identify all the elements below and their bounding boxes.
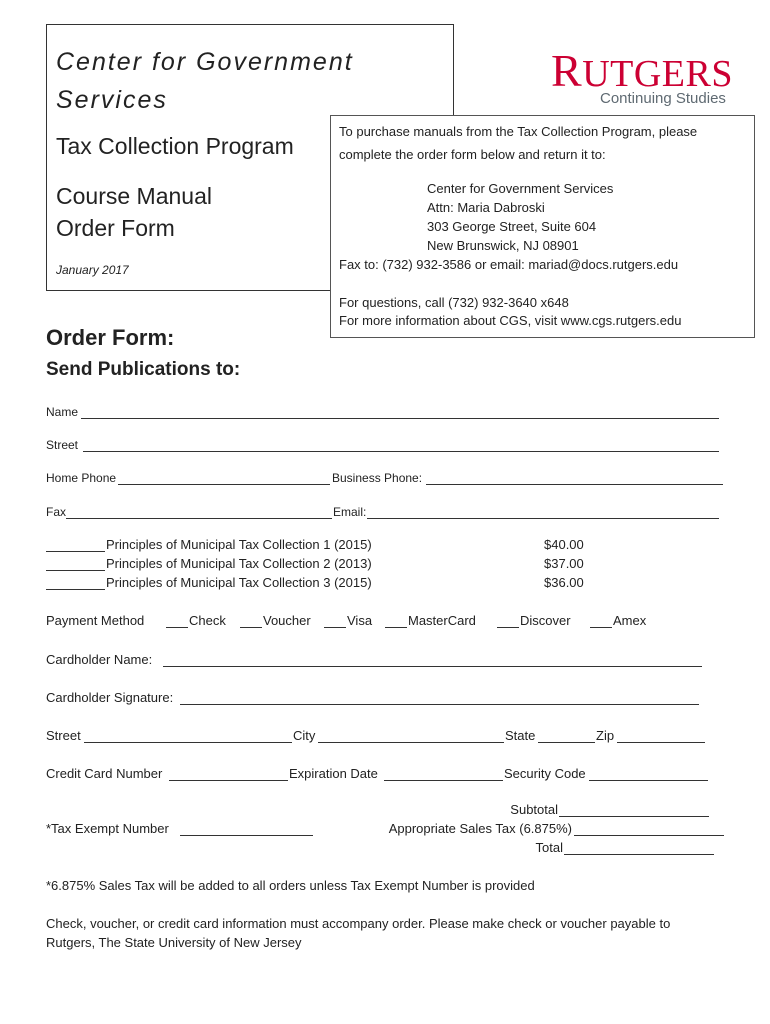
- product-price-1: $40.00: [544, 537, 584, 552]
- program-name: Tax Collection Program: [56, 133, 294, 159]
- payment-option-amex: Amex: [613, 613, 647, 628]
- street-field[interactable]: [83, 451, 719, 452]
- mastercard-checkbox[interactable]: [385, 627, 407, 628]
- card-city-label: City: [293, 728, 316, 743]
- cardholder-signature-field[interactable]: [180, 704, 699, 705]
- more-info-line: For more information about CGS, visit www.cgs.rutgers.edu: [339, 313, 682, 328]
- order-form-heading: Order Form:: [46, 325, 175, 350]
- title-line-1: Center for Government: [56, 48, 354, 76]
- fax-email-line: Fax to: (732) 932-3586 or email: mariad@docs.rutgers.edu: [339, 257, 679, 272]
- sales-tax-label: Appropriate Sales Tax (6.875%): [388, 821, 572, 836]
- product-title-3: Principles of Municipal Tax Collection 3 (2015): [106, 575, 372, 590]
- product-title-2: Principles of Municipal Tax Collection 2 (2013): [106, 556, 372, 571]
- total-field[interactable]: [564, 854, 714, 855]
- amex-checkbox[interactable]: [590, 627, 612, 628]
- visa-checkbox[interactable]: [324, 627, 346, 628]
- tax-exempt-field[interactable]: [180, 835, 313, 836]
- cardholder-signature-label: Cardholder Signature:: [46, 690, 174, 705]
- product-price-3: $36.00: [544, 575, 584, 590]
- tax-exempt-label: *Tax Exempt Number: [46, 821, 169, 836]
- address-line-1: Center for Government Services: [427, 181, 614, 196]
- address-line-3: 303 George Street, Suite 604: [427, 219, 597, 234]
- card-zip-field[interactable]: [617, 742, 705, 743]
- card-number-label: Credit Card Number: [46, 766, 163, 781]
- subtotal-label: Subtotal: [510, 802, 558, 817]
- cardholder-name-label: Cardholder Name:: [46, 652, 153, 667]
- business-phone-label: Business Phone:: [332, 471, 423, 485]
- fax-label: Fax: [46, 505, 67, 519]
- quantity-field-1[interactable]: [46, 551, 105, 552]
- card-state-label: State: [505, 728, 536, 743]
- payment-option-check: Check: [189, 613, 226, 628]
- expiration-label: Expiration Date: [289, 766, 378, 781]
- logo-subtitle: Continuing Studies: [600, 90, 726, 107]
- course-manual-label: Course Manual: [56, 183, 212, 209]
- address-line-2: Attn: Maria Dabroski: [427, 200, 545, 215]
- address-line-4: New Brunswick, NJ 08901: [427, 238, 579, 253]
- rutgers-logo: RUTGERS: [551, 45, 733, 96]
- security-code-label: Security Code: [504, 766, 586, 781]
- fax-field[interactable]: [66, 518, 332, 519]
- order-form-label: Order Form: [56, 215, 175, 241]
- payment-note-line-2: Rutgers, The State University of New Jersey: [46, 935, 302, 950]
- product-price-2: $37.00: [544, 556, 584, 571]
- total-label: Total: [535, 840, 563, 855]
- email-field[interactable]: [367, 518, 719, 519]
- card-city-field[interactable]: [318, 742, 504, 743]
- send-publications-heading: Send Publications to:: [46, 359, 241, 380]
- voucher-checkbox[interactable]: [240, 627, 262, 628]
- expiration-field[interactable]: [384, 780, 503, 781]
- payment-option-discover: Discover: [520, 613, 571, 628]
- street-label: Street: [46, 438, 79, 452]
- security-code-field[interactable]: [589, 780, 708, 781]
- payment-option-visa: Visa: [347, 613, 373, 628]
- intro-line-2: complete the order form below and return it to:: [339, 147, 606, 162]
- card-number-field[interactable]: [169, 780, 288, 781]
- card-street-field[interactable]: [84, 742, 292, 743]
- intro-line-1: To purchase manuals from the Tax Collection Program, please: [339, 124, 698, 139]
- payment-option-mastercard: MasterCard: [408, 613, 476, 628]
- card-state-field[interactable]: [538, 742, 595, 743]
- quantity-field-3[interactable]: [46, 589, 105, 590]
- name-label: Name: [46, 405, 79, 419]
- home-phone-field[interactable]: [118, 484, 330, 485]
- questions-line: For questions, call (732) 932-3640 x648: [339, 295, 569, 310]
- quantity-field-2[interactable]: [46, 570, 105, 571]
- sales-tax-field[interactable]: [574, 835, 724, 836]
- card-street-label: Street: [46, 728, 81, 743]
- discover-checkbox[interactable]: [497, 627, 519, 628]
- check-checkbox[interactable]: [166, 627, 188, 628]
- payment-note-line-1: Check, voucher, or credit card information must accompany order. Please make check or voucher payable to: [46, 916, 671, 931]
- payment-option-voucher: Voucher: [263, 613, 311, 628]
- product-title-1: Principles of Municipal Tax Collection 1 (2015): [106, 537, 372, 552]
- name-field[interactable]: [81, 418, 719, 419]
- form-date: January 2017: [56, 263, 129, 277]
- payment-method-label: Payment Method: [46, 613, 145, 628]
- sales-tax-note: *6.875% Sales Tax will be added to all orders unless Tax Exempt Number is provided: [46, 878, 535, 893]
- card-zip-label: Zip: [596, 728, 615, 743]
- cardholder-name-field[interactable]: [163, 666, 702, 667]
- home-phone-label: Home Phone: [46, 471, 117, 485]
- title-line-2: Services: [56, 86, 168, 114]
- subtotal-field[interactable]: [559, 816, 709, 817]
- email-label: Email:: [333, 505, 367, 519]
- business-phone-field[interactable]: [426, 484, 723, 485]
- logo-text: UTGERS: [582, 53, 733, 95]
